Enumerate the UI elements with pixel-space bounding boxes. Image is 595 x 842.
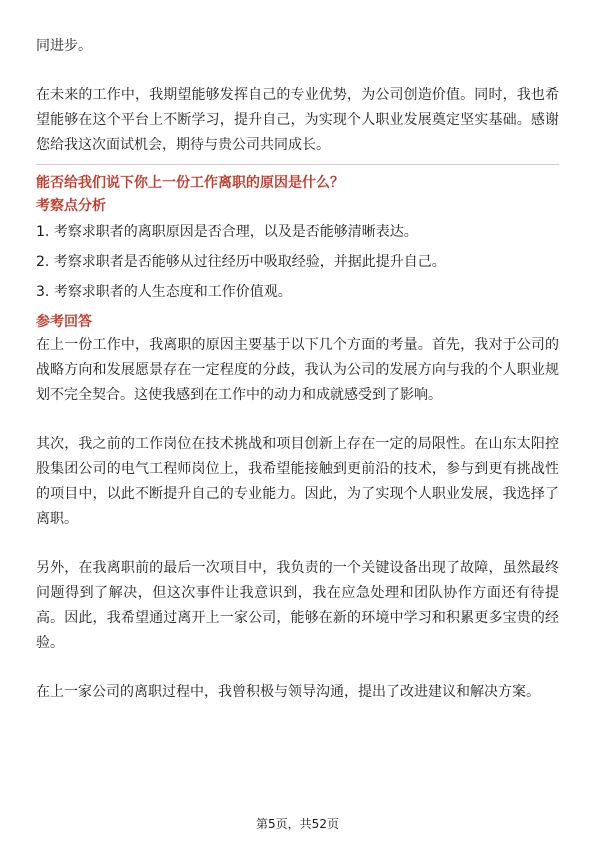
analysis-item-2: 2. 考察求职者是否能够从过往经历中吸取经验，并据此提升自己。 bbox=[36, 254, 446, 270]
answer-paragraph-2: 其次，我之前的工作岗位在技术挑战和项目创新上存在一定的局限性。在山东太阳控股集团公司的电气工程师岗位上，我希望能接触到更前沿的技术，参与到更有挑战性的项目中，以此不断提升自己的专业能力。因此，为了实现个人职业发展，我选择了离职。 bbox=[36, 436, 559, 527]
section-divider bbox=[36, 164, 559, 165]
answer-paragraph-1: 在上一份工作中，我离职的原因主要基于以下几个方面的考量。首先，我对于公司的战略方向和发展愿景存在一定程度的分歧，我认为公司的发展方向与我的个人职业规划不完全契合。这使我感到在工作中的动力和成就感受到了影响。 bbox=[36, 337, 559, 403]
page-content bbox=[36, 34, 559, 705]
analysis-item-1: 1. 考察求职者的离职原因是否合理，以及是否能够清晰表达。 bbox=[36, 224, 418, 240]
intro-paragraph-1: 同进步。 bbox=[36, 38, 92, 54]
analysis-item-3: 3. 考察求职者的人生态度和工作价值观。 bbox=[36, 284, 292, 300]
analysis-title: 考察点分析 bbox=[36, 198, 106, 214]
intro-paragraph-2: 在未来的工作中，我期望能够发挥自己的专业优势，为公司创造价值。同时，我也希望能够在这个平台上不断学习，提升自己，为实现个人职业发展奠定坚实基础。感谢您给我这次面试机会，期待与贵公司共同成长。 bbox=[36, 87, 559, 153]
answer-paragraph-3: 另外，在我离职前的最后一次项目中，我负责的一个关键设备出现了故障，虽然最终问题得到了解决，但这次事件让我意识到，我在应急处理和团队协作方面还有待提高。因此，我希望通过离开上一家公司，能够在新的环境中学习和积累更多宝贵的经验。 bbox=[36, 560, 559, 651]
question-heading: 能否给我们说下你上一份工作离职的原因是什么？ bbox=[36, 175, 344, 191]
answer-title: 参考回答 bbox=[36, 314, 92, 330]
page-footer: 第5页，共52页 bbox=[256, 817, 339, 831]
answer-paragraph-4: 在上一家公司的离职过程中，我曾积极与领导沟通，提出了改进建议和解决方案。 bbox=[36, 684, 540, 700]
